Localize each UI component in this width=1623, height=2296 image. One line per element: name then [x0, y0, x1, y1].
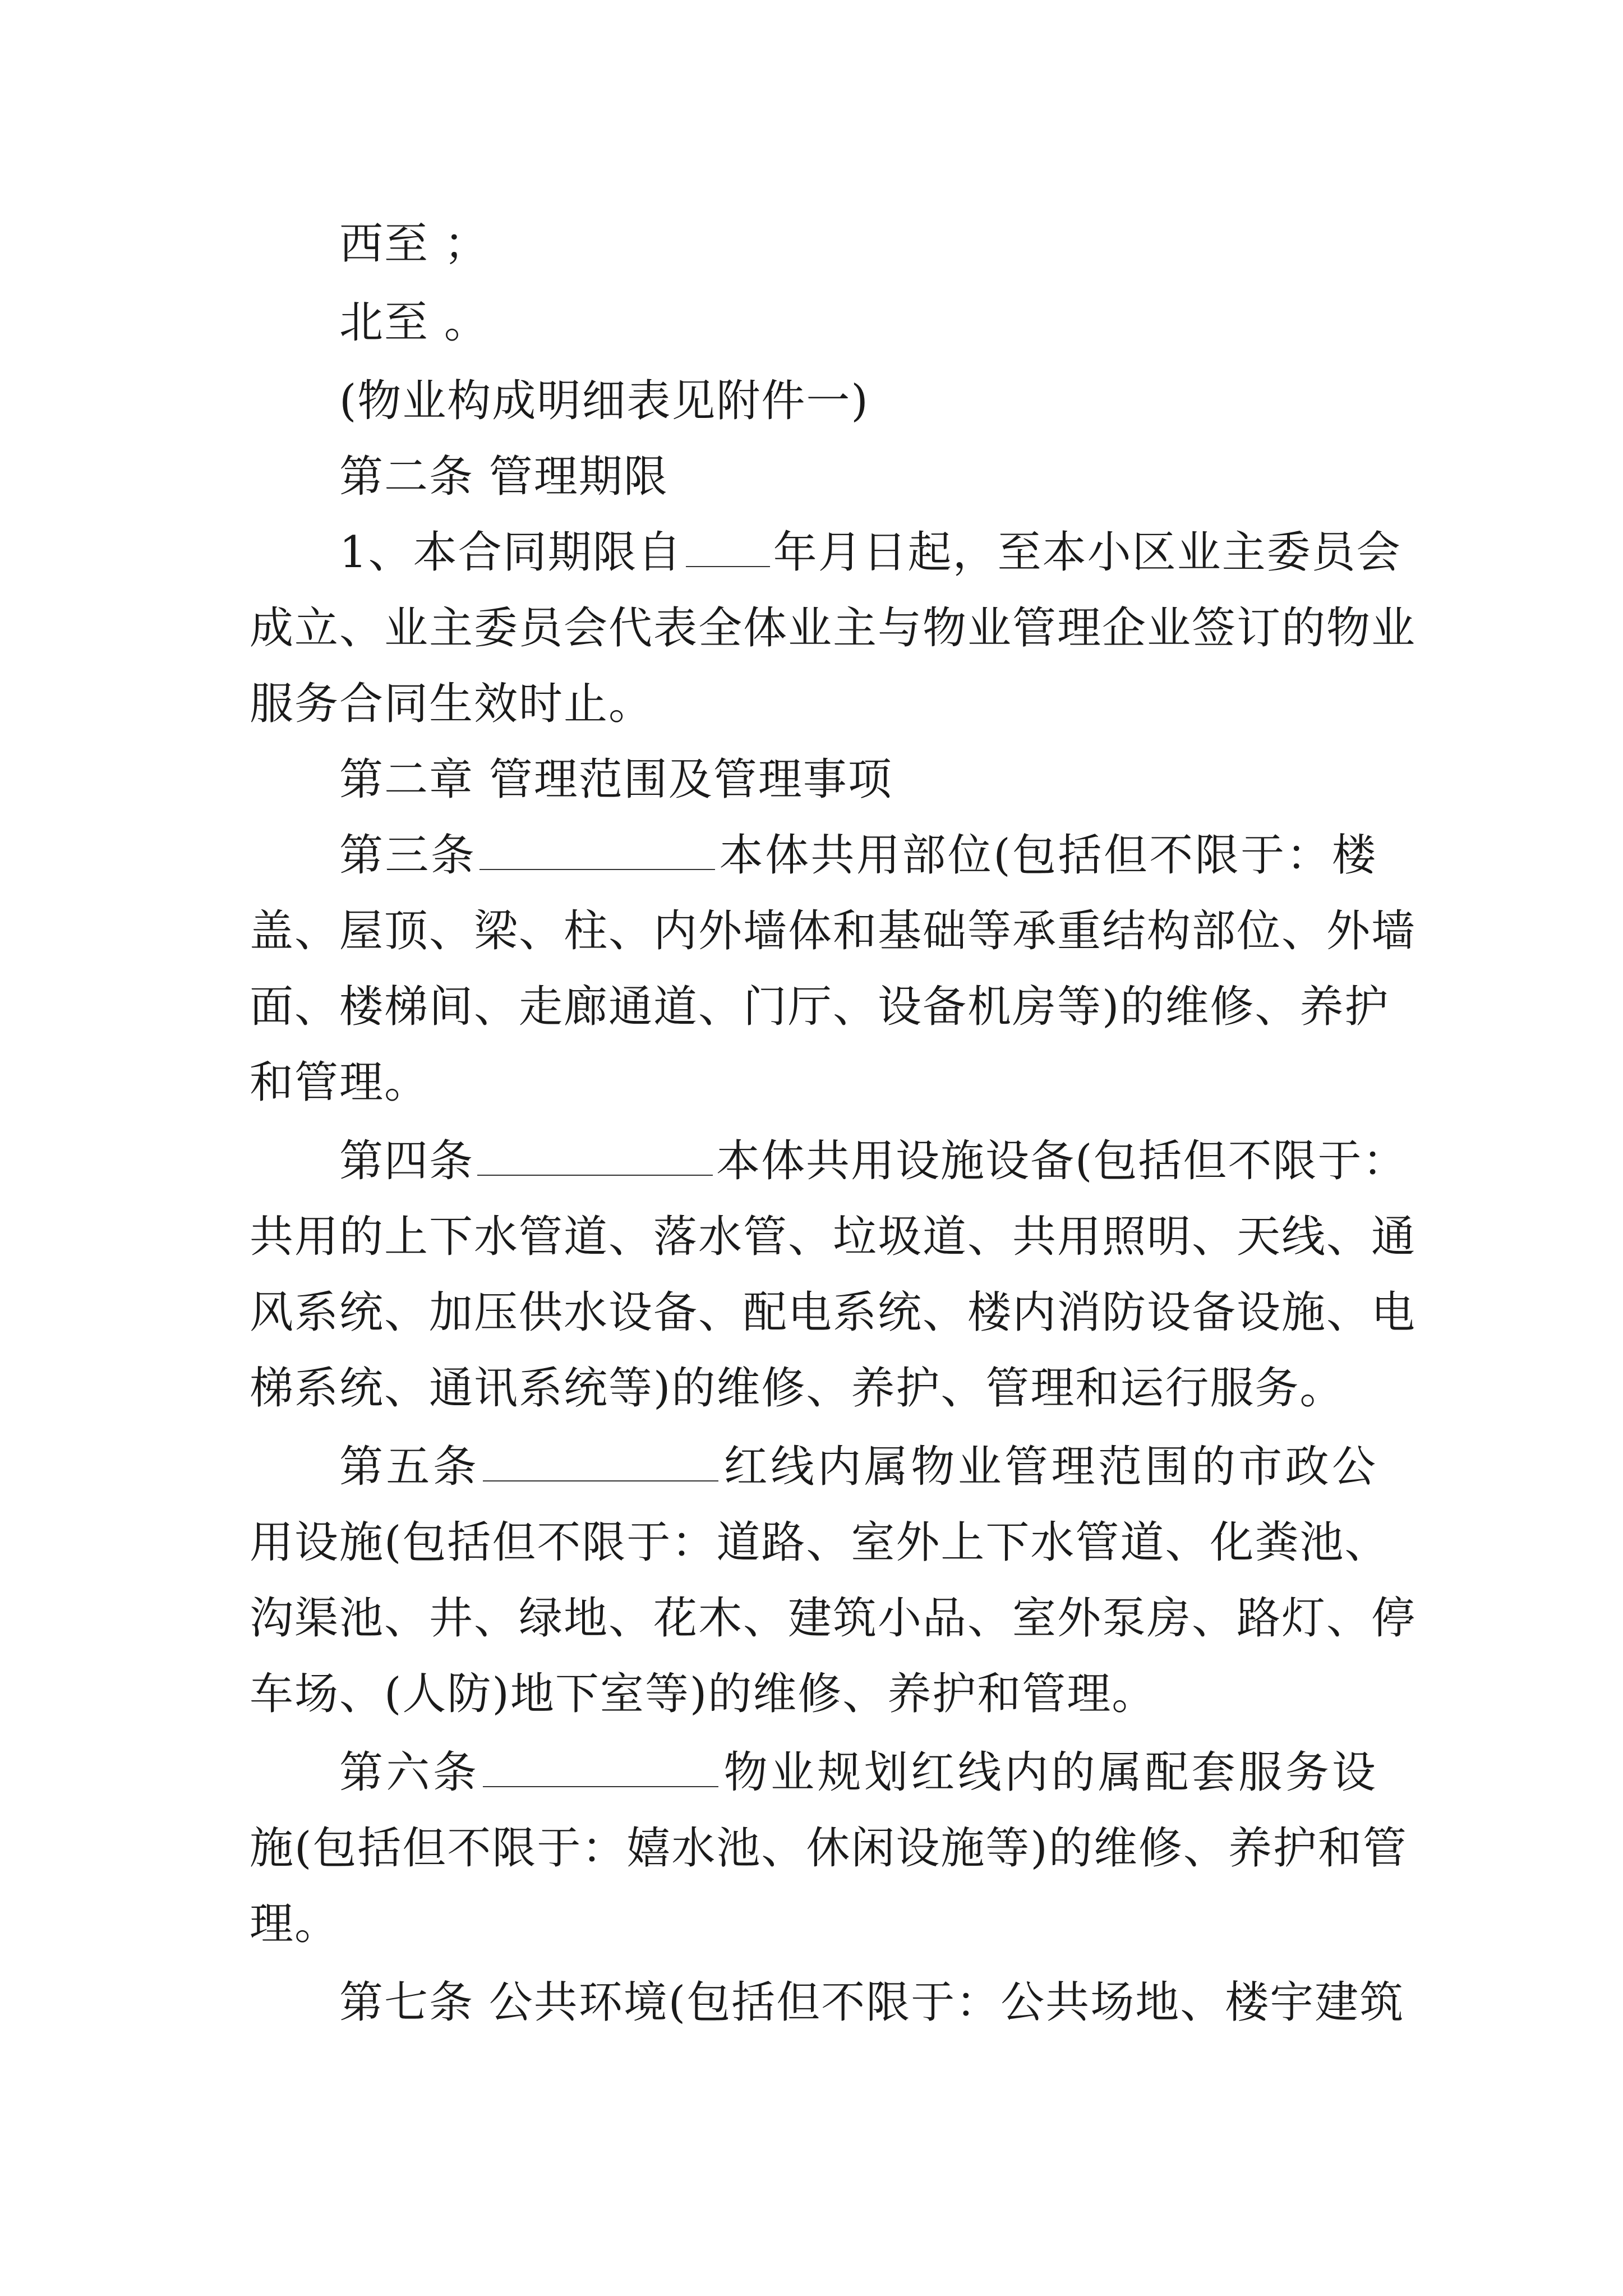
text-line: 梯系统、通讯系统等)的维修、养护、管理和运行服务。 [250, 1363, 1345, 1414]
text-line: 共用的上下水管道、落水管、垃圾道、共用照明、天线、通 [250, 1212, 1417, 1262]
text-line [339, 827, 1377, 884]
text-line: 沟渠池、井、绿地、花木、建筑小品、室外泵房、路灯、停 [250, 1593, 1417, 1644]
clause-text: 1、本合同期限自 [339, 527, 683, 578]
fill-blank [686, 532, 770, 567]
clause-text: 红线内属物业管理范围的市政公 [722, 1442, 1377, 1492]
text-line: 面、楼梯间、走廊通道、门厅、设备机房等)的维修、养护 [250, 982, 1390, 1032]
text-line: (物业构成明细表见附件一) [339, 376, 869, 426]
fill-blank [477, 1141, 713, 1176]
clause-label: 第六条 [339, 1747, 480, 1798]
text-line: 和管理。 [250, 1057, 430, 1108]
text-line: 北至 。 [339, 297, 489, 348]
section-heading: 第二条 管理期限 [339, 452, 668, 502]
text-line [339, 1745, 1377, 1801]
text-line: 盖、屋顶、梁、柱、内外墙体和基础等承重结构部位、外墙 [250, 906, 1417, 956]
text-line: 第七条 公共环境(包括但不限于：公共场地、楼宇建筑 [339, 1977, 1405, 2028]
text-line: 理。 [250, 1899, 340, 1949]
fill-blank [483, 1447, 718, 1481]
text-line [339, 524, 1401, 581]
text-line: 用设施(包括但不限于：道路、室外上下水管道、化粪池、 [250, 1517, 1390, 1568]
text-line [339, 1439, 1377, 1495]
clause-text: 本体共用部位(包括但不限于：楼 [718, 830, 1377, 881]
clause-label: 第三条 [339, 830, 477, 881]
text-line: 施(包括但不限于：嬉水池、休闲设施等)的维修、养护和管 [250, 1823, 1408, 1874]
fill-blank [479, 835, 715, 870]
text-line: 车场、(人防)地下室等)的维修、养护和管理。 [250, 1669, 1157, 1719]
clause-text: 物业规划红线内的属配套服务设 [722, 1747, 1377, 1798]
text-line: 西至 ； [339, 219, 489, 269]
clause-text: 本体共用设施设备(包括但不限于： [716, 1136, 1408, 1186]
clause-label: 第四条 [339, 1136, 474, 1186]
chapter-heading: 第二章 管理范围及管理事项 [339, 754, 893, 805]
text-line [339, 1133, 1408, 1189]
clause-text: 年月日起，至本小区业主委员会 [773, 527, 1401, 578]
clause-label: 第五条 [339, 1442, 480, 1492]
text-line: 成立、业主委员会代表全体业主与物业管理企业签订的物业 [250, 603, 1417, 654]
fill-blank [483, 1752, 718, 1787]
text-line: 风系统、加压供水设备、配电系统、楼内消防设备设施、电 [250, 1287, 1417, 1338]
text-line: 服务合同生效时止。 [250, 679, 654, 729]
